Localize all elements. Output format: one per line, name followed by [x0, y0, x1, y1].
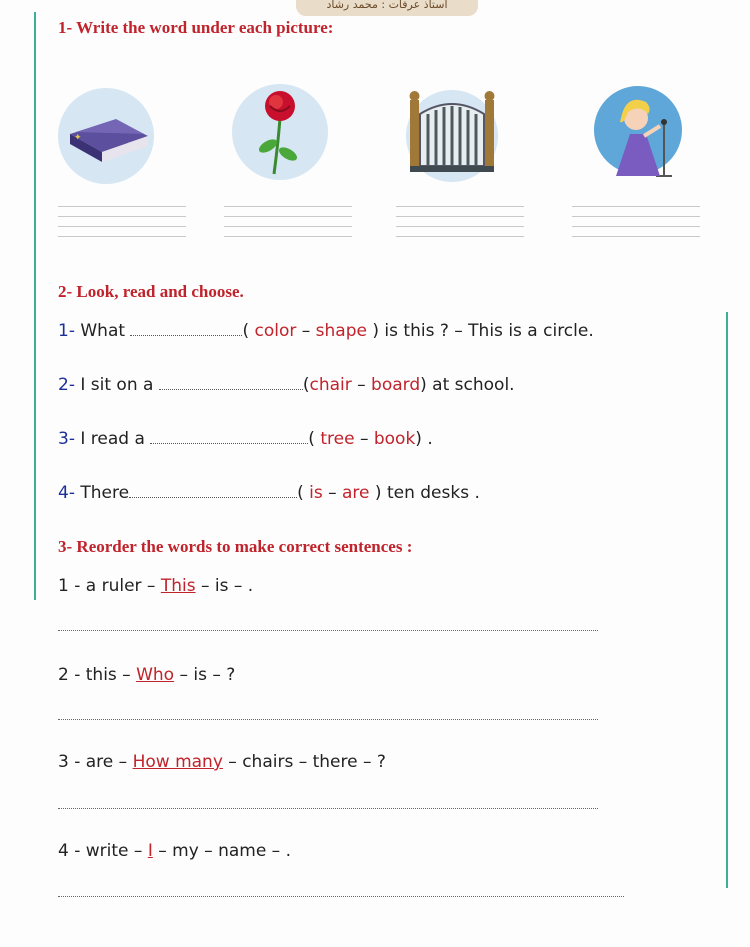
item-number: 1-: [58, 321, 75, 341]
separator: –: [296, 321, 316, 341]
svg-text:✦: ✦: [74, 133, 82, 143]
item-text: write –: [80, 841, 148, 861]
blank[interactable]: [150, 429, 308, 444]
header-tab: استاذ عرفات : محمد رشاد: [296, 0, 478, 16]
item-text: this –: [80, 665, 137, 685]
section3-title: 3- Reorder the words to make correct sentences :: [58, 537, 413, 556]
writing-line[interactable]: [58, 896, 624, 897]
writing-line[interactable]: [58, 719, 598, 720]
bracket: ): [415, 429, 422, 449]
item-number: 4-: [58, 483, 75, 503]
option[interactable]: are: [342, 483, 370, 503]
choose-item: [58, 375, 515, 395]
blank[interactable]: [129, 483, 297, 498]
bracket: (: [242, 321, 255, 341]
option[interactable]: color: [254, 321, 297, 341]
reorder-item: [58, 576, 253, 596]
item-text: What: [80, 321, 131, 341]
key-word: I: [147, 841, 153, 861]
separator: –: [354, 429, 374, 449]
bracket: (: [297, 483, 310, 503]
item-text: – is – .: [195, 576, 254, 596]
item-text: at school.: [426, 375, 515, 395]
option[interactable]: shape: [315, 321, 367, 341]
bracket: (: [302, 375, 310, 395]
item-text: are –: [80, 752, 133, 772]
item-number: 4 -: [58, 841, 81, 861]
section2-title: 2- Look, read and choose.: [58, 282, 244, 301]
item-text: – is – ?: [174, 665, 236, 685]
blank[interactable]: [130, 321, 242, 336]
separator: –: [322, 483, 343, 503]
answer-lines-2: [224, 206, 352, 246]
answer-lines-1: [58, 206, 186, 246]
option[interactable]: is: [309, 483, 323, 503]
rose-picture: [230, 84, 330, 184]
reorder-item: [58, 841, 291, 861]
bracket: ): [366, 321, 380, 341]
item-text: ten desks .: [381, 483, 480, 503]
item-text: a ruler –: [80, 576, 161, 596]
bracket: ): [369, 483, 382, 503]
item-number: 1 -: [58, 576, 81, 596]
item-number: 3 -: [58, 752, 81, 772]
key-word: This: [160, 576, 196, 596]
book-picture: [56, 84, 156, 184]
reorder-item: [58, 665, 235, 685]
section1-title: 1- Write the word under each picture:: [58, 18, 334, 37]
left-margin-line: [34, 12, 36, 600]
item-text: I sit on a: [80, 375, 159, 395]
option[interactable]: tree: [320, 429, 355, 449]
choose-item: [58, 429, 433, 449]
option[interactable]: chair: [309, 375, 352, 395]
item-number: 3-: [58, 429, 75, 449]
option[interactable]: book: [373, 429, 416, 449]
bracket: (: [308, 429, 321, 449]
right-margin-line: [726, 312, 728, 888]
choose-item: [58, 321, 594, 341]
item-text: There: [80, 483, 130, 503]
option[interactable]: board: [371, 375, 421, 395]
key-word: How many: [132, 752, 223, 772]
item-text: is this ? – This is a circle.: [379, 321, 594, 341]
item-number: 2-: [58, 375, 75, 395]
singer-picture: [588, 84, 688, 184]
reorder-item: [58, 752, 386, 772]
answer-lines-3: [396, 206, 524, 246]
bracket: ): [420, 375, 427, 395]
item-number: 2 -: [58, 665, 81, 685]
item-text: – my – name – .: [152, 841, 291, 861]
key-word: Who: [136, 665, 175, 685]
writing-line[interactable]: [58, 808, 598, 809]
item-text: – chairs – there – ?: [222, 752, 386, 772]
item-text: I read a: [80, 429, 151, 449]
item-text: .: [421, 429, 433, 449]
gate-picture: [402, 84, 502, 184]
separator: –: [351, 375, 372, 395]
blank[interactable]: [159, 375, 303, 390]
answer-lines-4: [572, 206, 700, 246]
choose-item: [58, 483, 480, 503]
writing-line[interactable]: [58, 630, 598, 631]
